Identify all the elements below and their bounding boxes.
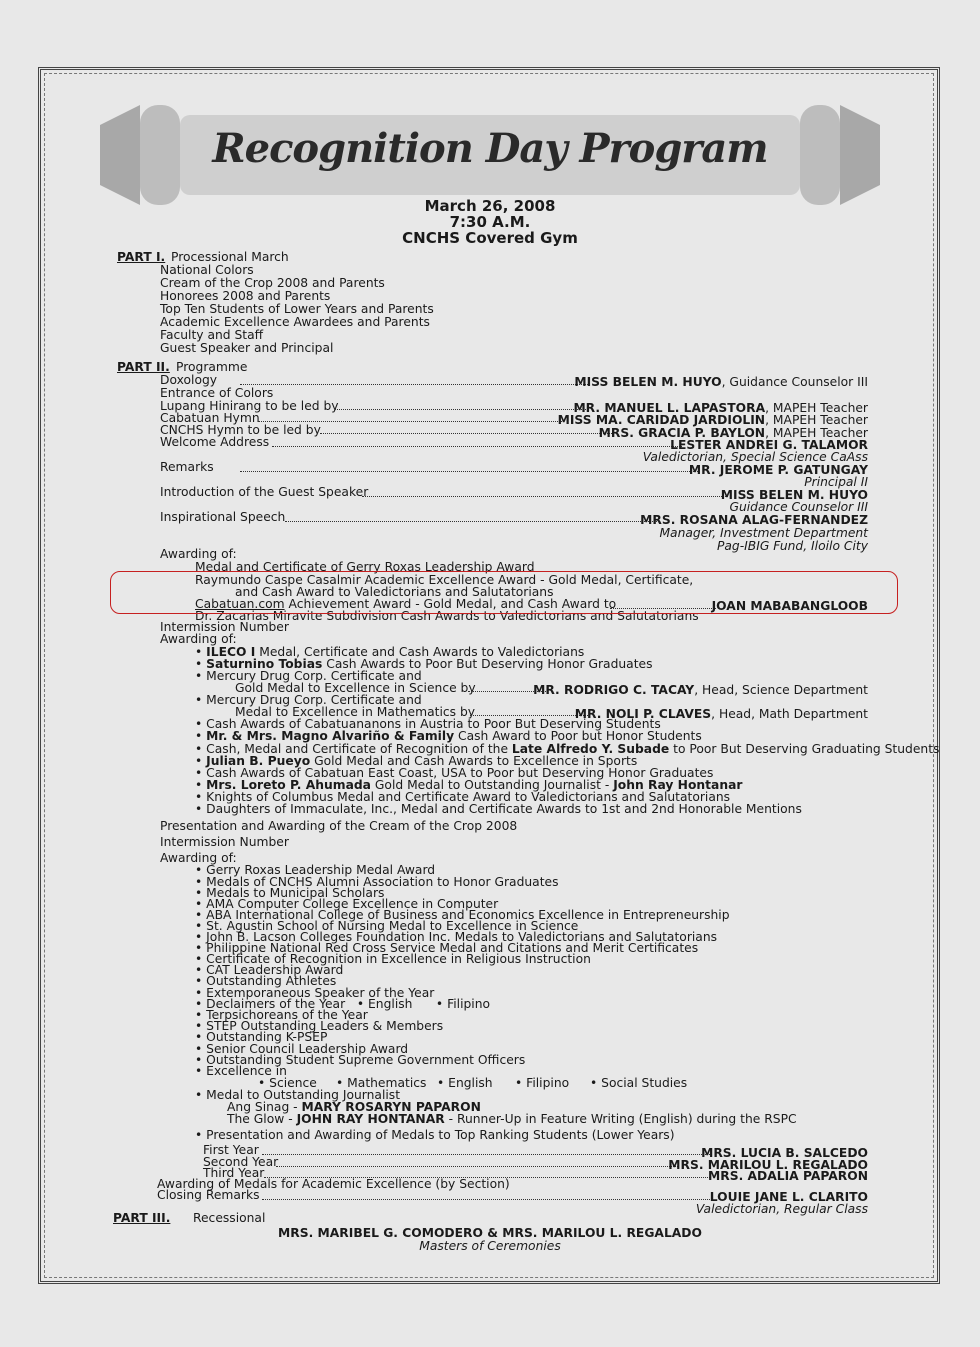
- declaimers-filipino: Filipino: [447, 997, 491, 1011]
- list-item: Medals of CNCHS Alumni Association to Honor Graduates: [206, 875, 559, 889]
- part1-item: Academic Excellence Awardees and Parents: [160, 315, 430, 329]
- list-item: Outstanding K-PSEP: [206, 1030, 328, 1044]
- program-date: March 26, 2008: [424, 197, 556, 215]
- part3-label: PART III.: [113, 1211, 171, 1225]
- gerry-roxas-award: Medal and Certificate of Gerry Roxas Leadership Award: [195, 560, 535, 574]
- intro-by: MISS BELEN M. HUYO: [720, 488, 868, 502]
- award-daughters: Daughters of Immaculate, Inc., Medal and Certificate Awards to 1st and 2nd Honorable Mentions: [206, 802, 802, 816]
- science-head-role: , Head, Science Department: [694, 683, 868, 697]
- speech-by: MRS. ROSANA ALAG-FERNANDEZ: [640, 513, 868, 527]
- award-alvarino-name: Mr. & Mrs. Magno Alvariño & Family: [206, 729, 455, 743]
- award-tobias-name: Saturnino Tobias: [206, 657, 323, 671]
- list-item: STEP Outstanding Leaders & Members: [206, 1019, 444, 1033]
- list-item: Medals to Municipal Scholars: [206, 886, 385, 900]
- math-head-role: , Head, Math Department: [711, 707, 868, 721]
- doxology-by: MISS BELEN M. HUYO: [574, 375, 722, 389]
- award-ahumada-name: Mrs. Loreto P. Ahumada: [206, 778, 371, 792]
- awarding-heading-2: Awarding of:: [160, 632, 237, 646]
- part1-item: Cream of the Crop 2008 and Parents: [160, 276, 385, 290]
- intro-speaker: Introduction of the Guest Speaker: [160, 485, 369, 499]
- part1-item: National Colors: [160, 263, 254, 277]
- program-page: Recognition Day Program March 26, 2008 7:30 A.M. CNCHS Covered Gym PART I. Processional March National Colors Cream of the Crop 2008 and Parents Honorees 2008 and Parents Top Ten Students of Lower Years and Parents Academic Excellence Awardees and Parents Faculty and Staff Guest Speaker and Principal PART II. Programme Doxology MISS BELEN M. HUYO, Guidance Counselor III Entrance of Colors Lupang Hinirang to be led by MR. MANUEL L. LAPASTORA, MAPEH Teacher Cabatuan Hymn MISS MA. CARIDAD JARDIOLIN, MAPEH Teacher CNCHS Hymn to be led by MRS. GRACIA P. BAYLON, MAPEH Teacher Welcome Address LESTER ANDREI G. TALAMOR Valedictorian, Special Science CaAss Remarks MR. JEROME P. GATUNGAY Principal II Introduction of the Guest Speaker MISS BELEN M. HUYO Guidance Counselor III Inspirational Speech MRS. ROSANA ALAG-FERNANDEZ Manager, Investment Department Pag-IBIG Fund, Iloilo City Awarding of: Medal and Certificate of Gerry Roxas Leadership Award Raymundo Caspe Casalmir Academic Excellence Award - Gold Medal, Certificate, and Cash Award to Valedictorians and Salutatorians Cabatuan.com Achievement Award - Gold Medal, and Cash Award to JOAN MABABANGLOOB Dr. Zacarias Miravite Subdivision Cash Awards to Valedictorians and Salutatorians Intermission Number Awarding of: • ILECO I Medal, Certificate and Cash Awards to Valedictorians • Saturnino Tobias Cash Awards to Poor But Deserving Honor Graduates • Mercury Drug Corp. Certificate and Gold Medal to Excellence in Science by MR. RODRIGO C. TACAY, Head, Science Department • Mercury Drug Corp. Certificate and Medal to Excellence in Mathematics by MR. NOLI P. CLAVES, Head, Math Department • Cash Awards of Cabatuananons in Austria to Poor But Deserving Students • Mr. & Mrs. Magno Alvariño & Family Cash Award to Poor but Honor Students • Cash, Medal and Certificate of Recognition of the Late Alfredo Y. Subade to Poor But Deserving Graduating Students • Julian B. Pueyo Gold Medal and Cash Awards to Excellence in Sports • Cash Awards of Cabatuan East Coast, USA to Poor but Deserving Honor Graduates • Mrs. Loreto P. Ahumada Gold Medal to Outstanding Journalist - John Ray Hontanar • Knights of Columbus Medal and Certificate Award to Valedictorians and Salutatorians • Daughters of Immaculate, Inc., Medal and Certificate Awards to 1st and 2nd Honorable Mentions Presentation and Awarding of the Cream of the Crop 2008 Intermission Number Awarding of: • Gerry Roxas Leadership Medal Award • Medals of CNCHS Alumni Association to Honor Graduates • Medals to Municipal Scholars • AMA Computer College Excellence in Computer • ABA International College of Business and Economics Excellence in Entrepreneurship • St. Agustin School of Nursing Medal to Excellence in Science • John B. Lacson Colleges Foundation Inc. Medals to Valedictorians and Salutatorians • Philippine National Red Cross Service Medal and Citations and Merit Certificates • Certificate of Recognition in Excellence in Religious Instruction • CAT Leadership Award • Outstanding Athletes • Extemporaneous Speaker of the Year • Declaimers of the Year • English • Filipino • Terpsichoreans of the Year • STEP Outstanding Leaders & Members • Outstanding K-PSEP • Senior Council Leadership Award • Outstanding Student Supreme Government Officers • Excellence in • Science • Mathematics • English • Filipino • Social Studies • Medal to Outstanding Journalist Ang Sinag - MARY ROSARYN PAPARON The Glow - JOHN RAY HONTANAR - Runner-Up in Feature Writing (English) during the RSPC • Presentation and Awarding of Medals to Top Ranking Students (Lower Years) First Year MRS. LUCIA B. SALCEDO Second Year MRS. MARILOU L. REGALADO Third Year MRS. ADALIA PAPARON Awarding of Medals for Academic Excellence (by Section) Closing Remarks LOUIE JANE L. CLARITO Valedictorian, Regular Class PART III. Recessional MRS. MARIBEL G. COMODERO & MRS. MARILOU L. REGALADO Masters of Ceremonies: [0, 0, 980, 1347]
- part1-first: Processional March: [171, 250, 289, 264]
- cnchs-hymn: CNCHS Hymn to be led by: [160, 423, 321, 437]
- subject-math: Mathematics: [347, 1076, 427, 1090]
- cream-crop-presentation: Presentation and Awarding of the Cream of the Crop 2008: [160, 819, 518, 833]
- lupang-role: , MAPEH Teacher: [765, 401, 868, 415]
- first-year-by: MRS. LUCIA B. SALCEDO: [701, 1146, 868, 1160]
- welcome-role: Valedictorian, Special Science CaAss: [642, 450, 868, 464]
- lupang-hinirang: Lupang Hinirang to be led by: [160, 399, 339, 413]
- closing-by: LOUIE JANE L. CLARITO: [709, 1190, 868, 1204]
- list-item: AMA Computer College Excellence in Computer: [206, 897, 499, 911]
- award-pueyo-desc: Gold Medal and Cash Awards to Excellence in Sports: [310, 754, 638, 768]
- part1-item: Honorees 2008 and Parents: [160, 289, 331, 303]
- cabatuan-com-award: Achievement Award - Gold Medal, and Cash Award to: [284, 597, 617, 611]
- declaimers-english: English: [368, 997, 413, 1011]
- subject-social-studies: Social Studies: [601, 1076, 688, 1090]
- part2-first: Programme: [176, 360, 248, 374]
- intro-role: Guidance Counselor III: [729, 500, 868, 514]
- award-mercury-math: Mercury Drug Corp. Certificate and: [206, 693, 422, 707]
- cabatuan-hymn: Cabatuan Hymn: [160, 411, 260, 425]
- program-venue: CNCHS Covered Gym: [402, 229, 578, 247]
- award-subade-pre: Cash, Medal and Certificate of Recognition of the: [206, 742, 512, 756]
- highlight-box: [110, 571, 898, 614]
- glow-awardee: JOHN RAY HONTANAR: [296, 1112, 445, 1126]
- list-item: Gerry Roxas Leadership Medal Award: [206, 863, 436, 877]
- awarding-heading-3: Awarding of:: [160, 851, 237, 865]
- cabatuan-com-awardee: JOAN MABABANGLOOB: [711, 599, 868, 613]
- cabatuan-role: , MAPEH Teacher: [765, 413, 868, 427]
- subject-filipino: Filipino: [526, 1076, 570, 1090]
- award-knights: Knights of Columbus Medal and Certificate Award to Valedictorians and Salutatorians: [206, 790, 731, 804]
- speech-role2: Pag-IBIG Fund, Iloilo City: [716, 539, 868, 553]
- part1-label: PART I.: [117, 250, 166, 264]
- award-mercury-science: Mercury Drug Corp. Certificate and: [206, 669, 422, 683]
- cabatuan-com-link[interactable]: Cabatuan.com: [195, 597, 285, 611]
- remarks-by: MR. JEROME P. GATUNGAY: [688, 463, 868, 477]
- list-item: Excellence in: [206, 1064, 287, 1078]
- cnchs-by: MRS. GRACIA P. BAYLON: [598, 426, 766, 440]
- first-year: First Year: [203, 1143, 259, 1157]
- section-awarding: Awarding of Medals for Academic Excellence (by Section): [157, 1177, 510, 1191]
- list-item: John B. Lacson Colleges Foundation Inc. Medals to Valedictorians and Salutatorians: [206, 930, 718, 944]
- list-item: Outstanding Athletes: [206, 974, 337, 988]
- sinag-awardee: MARY ROSARYN PAPARON: [301, 1100, 481, 1114]
- cabatuan-by: MISS MA. CARIDAD JARDIOLIN: [557, 413, 766, 427]
- doxology-role: , Guidance Counselor III: [721, 375, 868, 389]
- award-ahumada-awardee: John Ray Hontanar: [613, 778, 743, 792]
- part1-item: Top Ten Students of Lower Years and Parents: [160, 302, 434, 316]
- remarks-role: Principal II: [804, 475, 868, 489]
- closing-role: Valedictorian, Regular Class: [695, 1202, 868, 1216]
- list-item: CAT Leadership Award: [206, 963, 344, 977]
- intermission-1: Intermission Number: [160, 620, 289, 634]
- list-item: Extemporaneous Speaker of the Year: [206, 986, 435, 1000]
- award-pueyo-name: Julian B. Pueyo: [206, 754, 311, 768]
- award-subade-desc: to Poor But Deserving Graduating Students: [669, 742, 940, 756]
- second-year: Second Year: [203, 1155, 279, 1169]
- award-tobias: • Saturnino Tobias Cash Awards to Poor But Deserving Honor Graduates: [195, 657, 653, 671]
- sinag-label: Ang Sinag -: [227, 1100, 302, 1114]
- glow-label: The Glow -: [227, 1112, 297, 1126]
- award-austria: Cash Awards of Cabatuananons in Austria to Poor But Deserving Students: [206, 717, 661, 731]
- cnchs-role: , MAPEH Teacher: [765, 426, 868, 440]
- doxology: Doxology: [160, 373, 218, 387]
- list-item: Philippine National Red Cross Service Medal and Citations and Merit Certificates: [206, 941, 699, 955]
- journalist-medal: Medal to Outstanding Journalist: [206, 1088, 401, 1102]
- glow-desc: - Runner-Up in Feature Writing (English) during the RSPC: [444, 1112, 797, 1126]
- subject-english: English: [448, 1076, 493, 1090]
- remarks: Remarks: [160, 460, 214, 474]
- award-east-coast: Cash Awards of Cabatuan East Coast, USA to Poor but Deserving Honor Graduates: [206, 766, 714, 780]
- list-item: ABA International College of Business and Economics Excellence in Entrepreneurship: [206, 908, 730, 922]
- masters-of-ceremonies: MRS. MARIBEL G. COMODERO & MRS. MARILOU L. REGALADO: [278, 1226, 702, 1240]
- second-year-by: MRS. MARILOU L. REGALADO: [668, 1158, 868, 1172]
- welcome-address: Welcome Address: [160, 435, 270, 449]
- recessional: Recessional: [193, 1211, 266, 1225]
- list-item: Certificate of Recognition in Excellence in Religious Instruction: [206, 952, 591, 966]
- award-alvarino-desc: Cash Award to Poor but Honor Students: [454, 729, 702, 743]
- list-item: Senior Council Leadership Award: [206, 1042, 409, 1056]
- mc-role: Masters of Ceremonies: [419, 1239, 561, 1253]
- raymundo-award-2: and Cash Award to Valedictorians and Salutatorians: [235, 585, 554, 599]
- closing-remarks: Closing Remarks: [157, 1188, 260, 1202]
- third-year-by: MRS. ADALIA PAPARON: [708, 1169, 868, 1183]
- subject-science: Science: [269, 1076, 317, 1090]
- list-item: St. Agustin School of Nursing Medal to Excellence in Science: [206, 919, 579, 933]
- mercury-science-line: Gold Medal to Excellence in Science by: [235, 681, 476, 695]
- third-year: Third Year: [203, 1166, 265, 1180]
- zacarias-award: Dr. Zacarias Miravite Subdivision Cash Awards to Valedictorians and Salutatorians: [195, 609, 699, 623]
- speech-role1: Manager, Investment Department: [659, 526, 868, 540]
- raymundo-award: Raymundo Caspe Casalmir Academic Excellence Award - Gold Medal, Certificate,: [195, 573, 694, 587]
- math-head: MR. NOLI P. CLAVES: [574, 707, 712, 721]
- award-ahumada-desc: Gold Medal to Outstanding Journalist -: [370, 778, 614, 792]
- awarding-heading-1: Awarding of:: [160, 547, 237, 561]
- top-ranking-presentation: Presentation and Awarding of Medals to Top Ranking Students (Lower Years): [206, 1128, 675, 1142]
- declaimers: Declaimers of the Year: [206, 997, 346, 1011]
- list-item: Outstanding Student Supreme Government Officers: [206, 1053, 526, 1067]
- list-item: Terpsichoreans of the Year: [206, 1008, 368, 1022]
- science-head: MR. RODRIGO C. TACAY: [533, 683, 695, 697]
- lupang-by: MR. MANUEL L. LAPASTORA: [573, 401, 766, 415]
- award-tobias-desc: Cash Awards to Poor But Deserving Honor Graduates: [322, 657, 653, 671]
- program-time: 7:30 A.M.: [449, 213, 531, 231]
- part1-item: Guest Speaker and Principal: [160, 341, 334, 355]
- award-ileco: • ILECO I Medal, Certificate and Cash Awards to Valedictorians: [195, 645, 585, 659]
- award-ileco-name: ILECO I: [206, 645, 256, 659]
- award-ileco-desc: Medal, Certificate and Cash Awards to Valedictorians: [255, 645, 585, 659]
- mercury-math-line: Medal to Excellence in Mathematics by: [235, 705, 476, 719]
- welcome-by: LESTER ANDREI G. TALAMOR: [670, 438, 868, 452]
- program-title: Recognition Day Program: [212, 125, 768, 172]
- entrance-colors: Entrance of Colors: [160, 386, 274, 400]
- award-subade-name: Late Alfredo Y. Subade: [511, 742, 670, 756]
- inspirational-speech: Inspirational Speech: [160, 510, 286, 524]
- part2-label: PART II.: [117, 360, 170, 374]
- part1-item: Faculty and Staff: [160, 328, 264, 342]
- intermission-2: Intermission Number: [160, 835, 289, 849]
